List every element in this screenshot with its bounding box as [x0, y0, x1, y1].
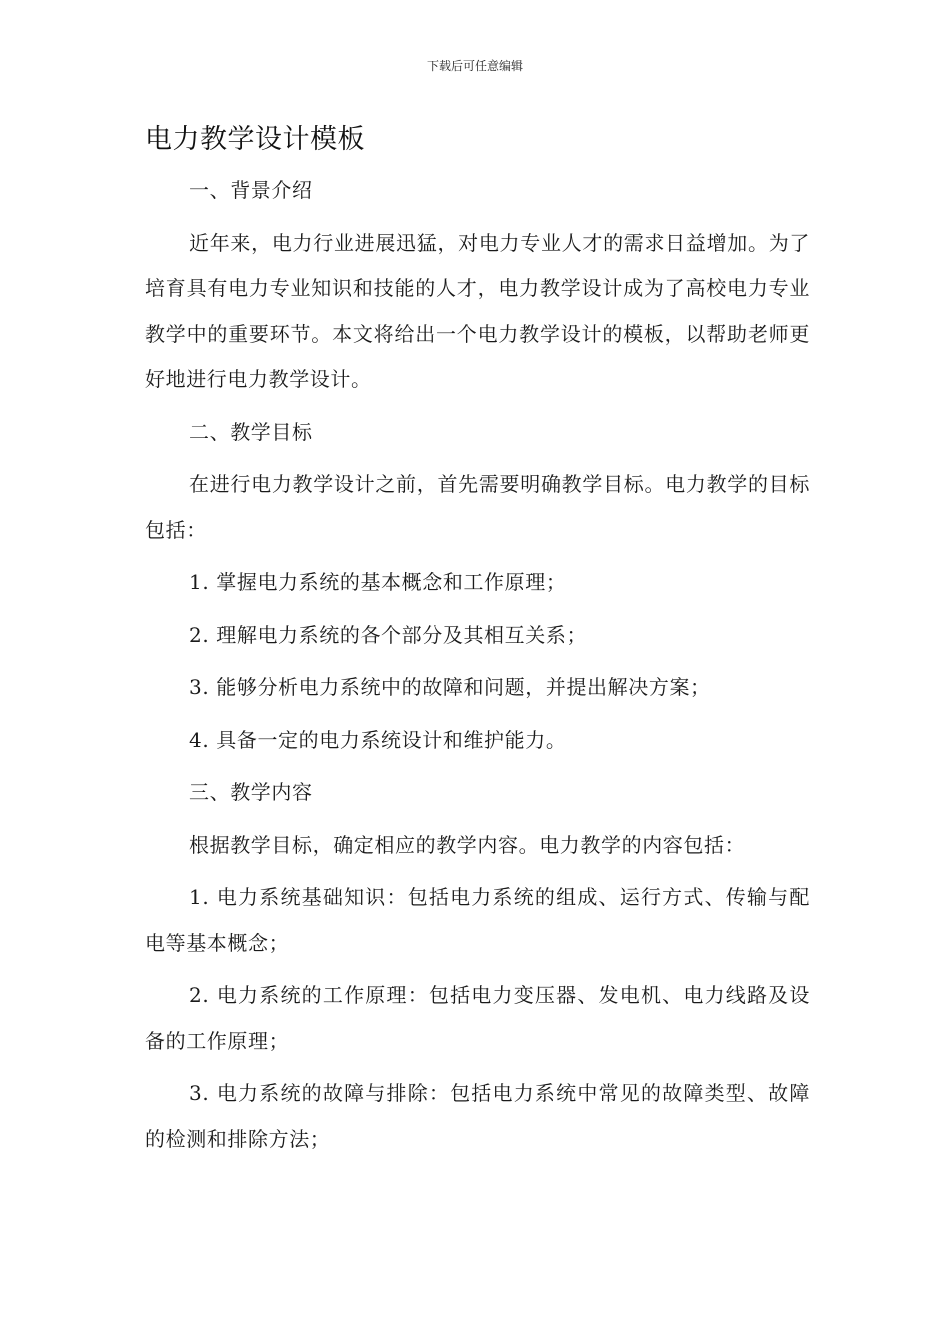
- page-header-note: 下载后可任意编辑: [426, 59, 523, 73]
- paragraph-objectives-intro: 在进行电力教学设计之前，首先需要明确教学目标。电力教学的目标包括：: [145, 472, 810, 542]
- list-item-objective-3: 3. 能够分析电力系统中的故障和问题，并提出解决方案；: [189, 675, 711, 699]
- list-item-objective-1: 1. 掌握电力系统的基本概念和工作原理；: [189, 570, 567, 594]
- list-item-objective-4: 4. 具备一定的电力系统设计和维护能力。: [189, 727, 567, 752]
- document-title: 电力教学设计模板: [145, 124, 365, 155]
- list-item-content-2: 2. 电力系统的工作原理：包括电力变压器、发电机、电力线路及设备的工作原理；: [145, 983, 810, 1053]
- list-item-objective-2: 2. 理解电力系统的各个部分及其相互关系；: [189, 622, 588, 647]
- paragraph-background: 近年来，电力行业进展迅猛，对电力专业人才的需求日益增加。为了培育具有电力专业知识和技能的人才，电力教学设计成为了高校电力专业教学中的重要环节。本文将给出一个电力教学设计的模板，以帮助老师更好地进行电力教学设计。: [145, 230, 810, 391]
- paragraph-content-intro: 根据教学目标，确定相应的教学内容。电力教学的内容包括：: [189, 832, 746, 857]
- section-heading-background: 一、背景介绍: [189, 178, 313, 202]
- section-heading-objectives: 二、教学目标: [189, 419, 313, 444]
- list-item-content-3: 3. 电力系统的故障与排除：包括电力系统中常见的故障类型、故障的检测和排除方法；: [145, 1081, 810, 1151]
- section-heading-content: 三、教学内容: [189, 780, 313, 804]
- document-body: [145, 168, 810, 1169]
- list-item-content-1: 1. 电力系统基础知识：包括电力系统的组成、运行方式、传输与配电等基本概念；: [145, 885, 810, 955]
